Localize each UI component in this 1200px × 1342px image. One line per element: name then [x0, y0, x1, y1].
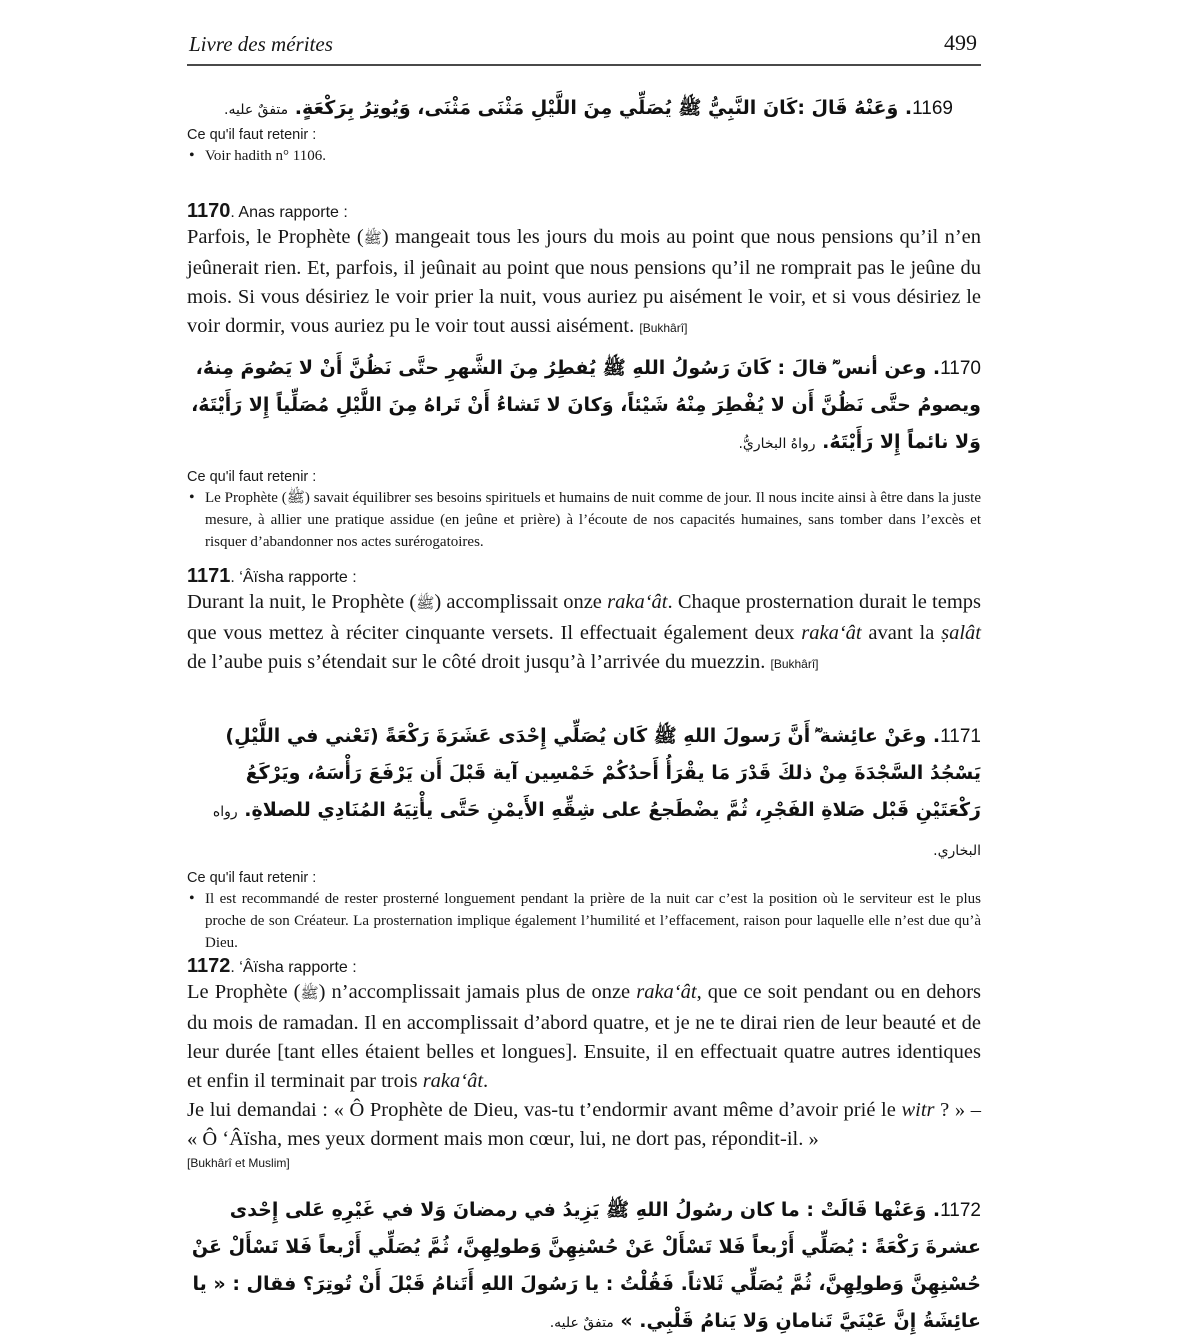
retain-list-1170: [187, 487, 981, 553]
hadith-translation-dialogue: Je lui demandai : « Ô Prophète de Dieu, vas-tu t’endormir avant même d’avoir prié le witr ? » – « Ô ‘Âïsha, mes yeux dorment mais mon cœur, lui, ne dort pas, répondit-il. »: [187, 1099, 981, 1150]
hadith-translation: Parfois, le Prophète (ﷺ) mangeait tous les jours du mois au point que nous pensions qu’il n’en jeûnerait rien. Et, parfois, il jeûnait au point que nous pensions qu’il ne romprait pas le jeûne du mois. Si vous désiriez le voir prier la nuit, vous auriez pu aisément le voir, et si vous désiriez le voir dormir, vous auriez pu le voir tout aussi aisément. [Bukhârî]: [187, 226, 981, 337]
retain-label: Ce qu'il faut retenir :: [187, 870, 317, 886]
source-reference: [Bukhârî et Muslim]: [187, 1156, 290, 1170]
hadith-heading: 1172. ‘Âïsha rapporte :: [187, 955, 357, 977]
retain-label: Ce qu'il faut retenir :: [187, 469, 317, 485]
retain-item: • Voir hadith n° 1106.: [187, 145, 981, 167]
arabic-text-1172: 1172. وَعَنْها قَالَتْ : ما كان رسُولُ اللهِ ﷺ يَزِيدُ في رمضانَ وَلا في غَيْرِهِ عَلى إِحْدى عشرةَ رَكْعَةً : يُصَلِّي أَرْبعاً فَلا تَسْأَلْ عَنْ حُسْنِهِنَّ وَطولِهِنَّ، ثُمَّ يُصَلِّي أَرْبعاً فَلا تَسْأَلْ عَنْ حُسْنِهِنَّ وَطولِهِنَّ، ثُمَّ يُصَلِّي ثَلاثاً. فَقُلْتُ : يا رَسُولَ اللهِ أَتَنامُ قَبْلَ أَنْ تُوتِرَ؟ فقال : « يا عائِشَةُ إِنَّ عَيْنَيَّ تَنامانِ وَلا يَنامُ قَلْبِي. » متفقٌ عليه.: [191, 1199, 981, 1332]
running-header: [187, 30, 981, 66]
source-reference: [Bukhârî]: [770, 657, 819, 671]
page-number: 499: [944, 30, 977, 55]
source-reference: [Bukhârî]: [639, 321, 688, 335]
retain-list-1171: [187, 888, 981, 954]
hadith-1172: [187, 955, 981, 1170]
retain-list-1169: [187, 145, 981, 167]
retain-item: • Le Prophète (ﷺ) savait équilibrer ses besoins spirituels et humains de nuit comme de jour. Il nous incite ainsi à être dans la juste mesure, à allier une pratique assidue (en jeûne et prière) à l’écoute de nos capacités humaines, sans tomber dans l’excès et risquer d’abandonner nos actes surérogatoires.: [187, 487, 981, 553]
hadith-1170: [187, 200, 981, 343]
hadith-1170-arabic-block: [187, 350, 981, 553]
chapter-title: Livre des mérites: [189, 32, 333, 56]
arabic-text-1171: 1171. وعَنْ عائِشة ؓ أَنَّ رَسولَ اللهِ ﷺ كَان يُصَلِّي إِحْدَى عَشَرَةَ رَكْعَةً (تَعْني في اللَّيْلِ) يَسْجُدُ السَّجْدَةَ مِنْ ذلكَ قَدْرَ مَا يقْرَأُ أَحدُكُمْ خَمْسِين آية قَبْلَ أَن يَرْفَعَ رَأْسَهُ، ويَرْكَعُ رَكْعَتَيْنِ قَبْل صَلاةِ الفَجْرِ، ثُمَّ يضْطَجعُ على شِقِّهِ الأَيمْنِ حَتَّى يأْتِيَهُ المُنَادِي للصلاةِ. رواه البخاري.: [212, 725, 981, 859]
hadith-1171: [187, 565, 981, 679]
hadith-1169: [187, 90, 981, 167]
saw-glyph-icon: ﷺ: [300, 986, 319, 1002]
hadith-1172-arabic-block: [187, 1192, 981, 1342]
saw-glyph-icon: ﷺ: [416, 596, 435, 612]
hadith-translation: Durant la nuit, le Prophète (ﷺ) accomplissait onze raka‘ât. Chaque prosternation durait le temps que vous mettez à réciter cinquante versets. Il effectuait également deux raka‘ât avant la ṣalât de l’aube puis s’étendait sur le côté droit jusqu’à l’arrivée du muezzin. [Bukhârî]: [187, 591, 982, 673]
retain-item: • Il est recommandé de rester prosterné longuement pendant la prière de la nuit car c’est la position où le serviteur est le plus proche de son Créateur. La prosternation implique également l’humilité et l’effacement, raison pour laquelle elle n’est due qu’à Dieu.: [187, 888, 981, 954]
arabic-text-1170: 1170. وعن أنس ؓ قالَ : كَانَ رَسُولُ اللهِ ﷺ يُفطِرُ مِنَ الشَّهرِ حتَّى نَظُنَّ أَنْ لا يَصُومَ مِنهُ، ويصومُ حتَّى نَظُنَّ أَن لا يُفْطِرَ مِنْهُ شَيْئاً، وَكانَ لا تَشاءُ أَنْ تَراهُ مِنَ اللَّيْلِ مُصَلِّياً إِلا رَأَيْتَهُ، وَلا نائماً إِلا رَأَيْتَهُ. رواهُ البخاريُّ.: [191, 357, 981, 453]
hadith-heading: 1171. ‘Âïsha rapporte :: [187, 565, 357, 587]
arabic-text-1169: 1169. وَعَنْهُ قَالَ :كَانَ النَّبِيُّ ﷺ يُصَلِّي مِنَ اللَّيْلِ مَثْنَى مَثْنَى، وَيُوتِرُ بِرَكْعَةٍ. متفقٌ عليه.: [224, 97, 953, 119]
retain-label: Ce qu'il faut retenir :: [187, 127, 317, 143]
hadith-translation: Le Prophète (ﷺ) n’accomplissait jamais plus de onze raka‘ât, que ce soit pendant ou en dehors du mois de ramadan. Il en accomplissait d’abord quatre, et je ne te dirai rien de leur beauté et de leur durée [tant elles étaient belles et longues]. Ensuite, il en effectuait quatre autres identiques et enfin il terminait par trois raka‘ât.: [187, 981, 982, 1092]
hadith-1171-arabic-block: [187, 718, 981, 954]
saw-glyph-icon: ﷺ: [363, 231, 382, 247]
hadith-heading: 1170. Anas rapporte :: [187, 200, 348, 222]
